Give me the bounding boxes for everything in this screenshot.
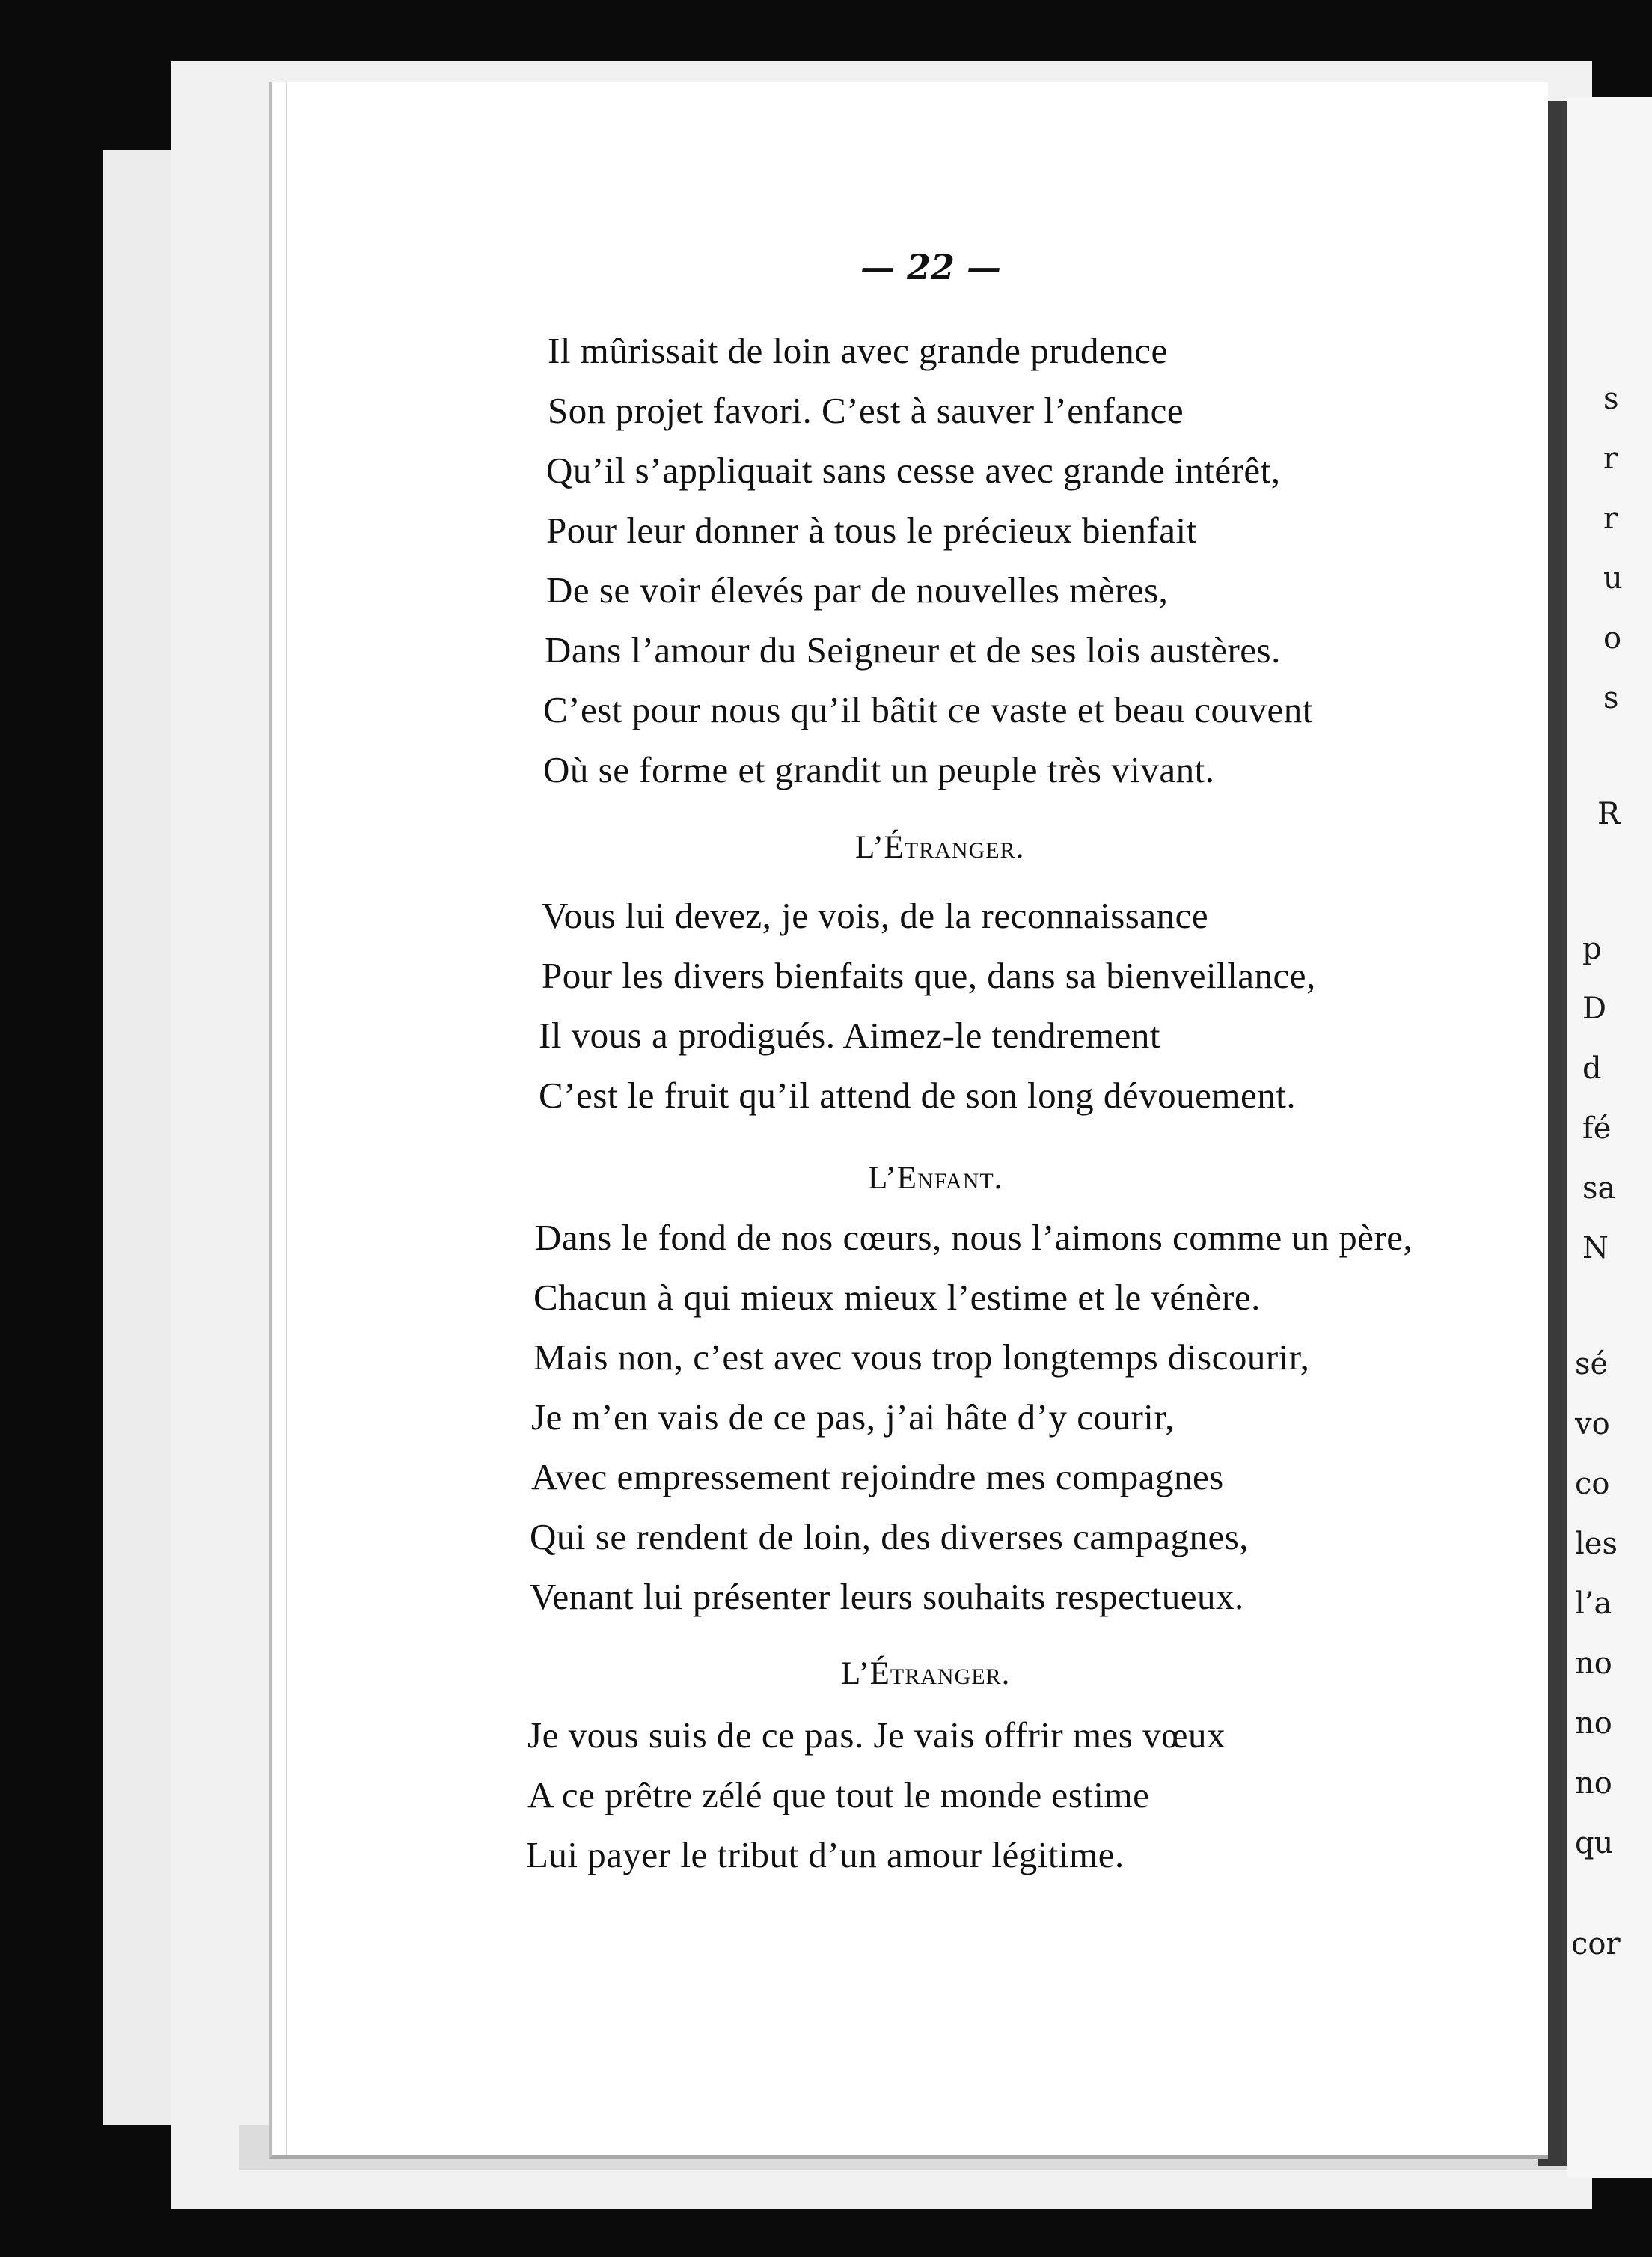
verse-line: De se voir élevés par de nouvelles mères, — [546, 569, 1169, 611]
verse-line: C’est le fruit qu’il attend de son long dévouement. — [539, 1075, 1297, 1116]
verse-line: Mais non, c’est avec vous trop longtemps discourir, — [533, 1337, 1310, 1378]
verse-line: Il vous a prodigués. Aimez-le tendrement — [539, 1015, 1160, 1056]
verse-line: Pour les divers bienfaits que, dans sa bienveillance, — [542, 955, 1316, 996]
next-page-fragment: s — [1603, 681, 1619, 715]
next-page-fragment: no — [1575, 1706, 1612, 1741]
verse-line: Où se forme et grandit un peuple très vivant. — [543, 749, 1215, 790]
verse-line: Lui payer le tribut d’un amour légitime. — [526, 1834, 1125, 1875]
next-page-fragment: no — [1575, 1766, 1612, 1801]
next-page-fragment: sé — [1575, 1347, 1609, 1381]
verse-line: C’est pour nous qu’il bâtit ce vaste et beau couvent — [543, 689, 1313, 730]
verse-line: Je vous suis de ce pas. Je vais offrir mes vœux — [527, 1714, 1226, 1756]
next-page-fragment: sa — [1582, 1171, 1616, 1206]
speaker-name: L’Enfant. — [868, 1161, 1003, 1196]
next-page-fragment: d — [1582, 1051, 1602, 1086]
next-page-fragment: co — [1575, 1467, 1610, 1501]
page-inner-rule — [286, 82, 287, 2155]
next-page-fragment: r — [1603, 442, 1618, 476]
next-page-fragment: les — [1575, 1527, 1618, 1561]
verse-line: Avec empressement rejoindre mes compagnes — [531, 1456, 1224, 1497]
next-page-fragment: r — [1603, 501, 1618, 536]
page-number: — 22 — — [860, 247, 1002, 287]
verse-line: Son projet favori. C’est à sauver l’enfance — [548, 390, 1184, 431]
verse-line: Dans le fond de nos cœurs, nous l’aimons comme un père, — [535, 1217, 1413, 1258]
next-page-fragment: u — [1603, 561, 1623, 596]
next-page-fragment: D — [1582, 992, 1607, 1026]
next-page-fragment: R — [1597, 797, 1621, 831]
speaker-name: L’Étranger. — [841, 1656, 1011, 1691]
next-page-glimpse — [1567, 97, 1652, 2178]
next-page-fragment: vo — [1575, 1407, 1610, 1441]
verse-line: Venant lui présenter leurs souhaits respectueux. — [530, 1576, 1244, 1617]
next-page-fragment: no — [1575, 1646, 1612, 1681]
verse-line: Je m’en vais de ce pas, j’ai hâte d’y courir, — [531, 1396, 1175, 1438]
verse-line: Chacun à qui mieux mieux l’estime et le vénère. — [533, 1277, 1261, 1318]
verse-line: Qui se rendent de loin, des diverses campagnes, — [530, 1516, 1249, 1557]
next-page-fragment: qu — [1575, 1826, 1614, 1860]
verse-line: Pour leur donner à tous le précieux bienfait — [546, 510, 1197, 551]
next-page-fragment: fé — [1582, 1111, 1612, 1146]
verse-line: Il mûrissait de loin avec grande prudence — [548, 330, 1168, 371]
verse-line: Vous lui devez, je vois, de la reconnaissance — [542, 895, 1209, 936]
verse-line: Dans l’amour du Seigneur et de ses lois austères. — [545, 629, 1281, 671]
next-page-fragment: o — [1603, 621, 1622, 656]
next-page-fragment: cor — [1571, 1927, 1621, 1961]
next-page-fragment: l’a — [1575, 1586, 1612, 1621]
speaker-name: L’Étranger. — [855, 830, 1025, 865]
next-page-fragment: p — [1582, 932, 1602, 966]
verse-line: Qu’il s’appliquait sans cesse avec grande intérêt, — [546, 450, 1281, 491]
next-page-fragment: N — [1582, 1231, 1609, 1265]
next-page-fragment: s — [1603, 382, 1619, 416]
verse-line: A ce prêtre zélé que tout le monde estime — [527, 1774, 1150, 1815]
